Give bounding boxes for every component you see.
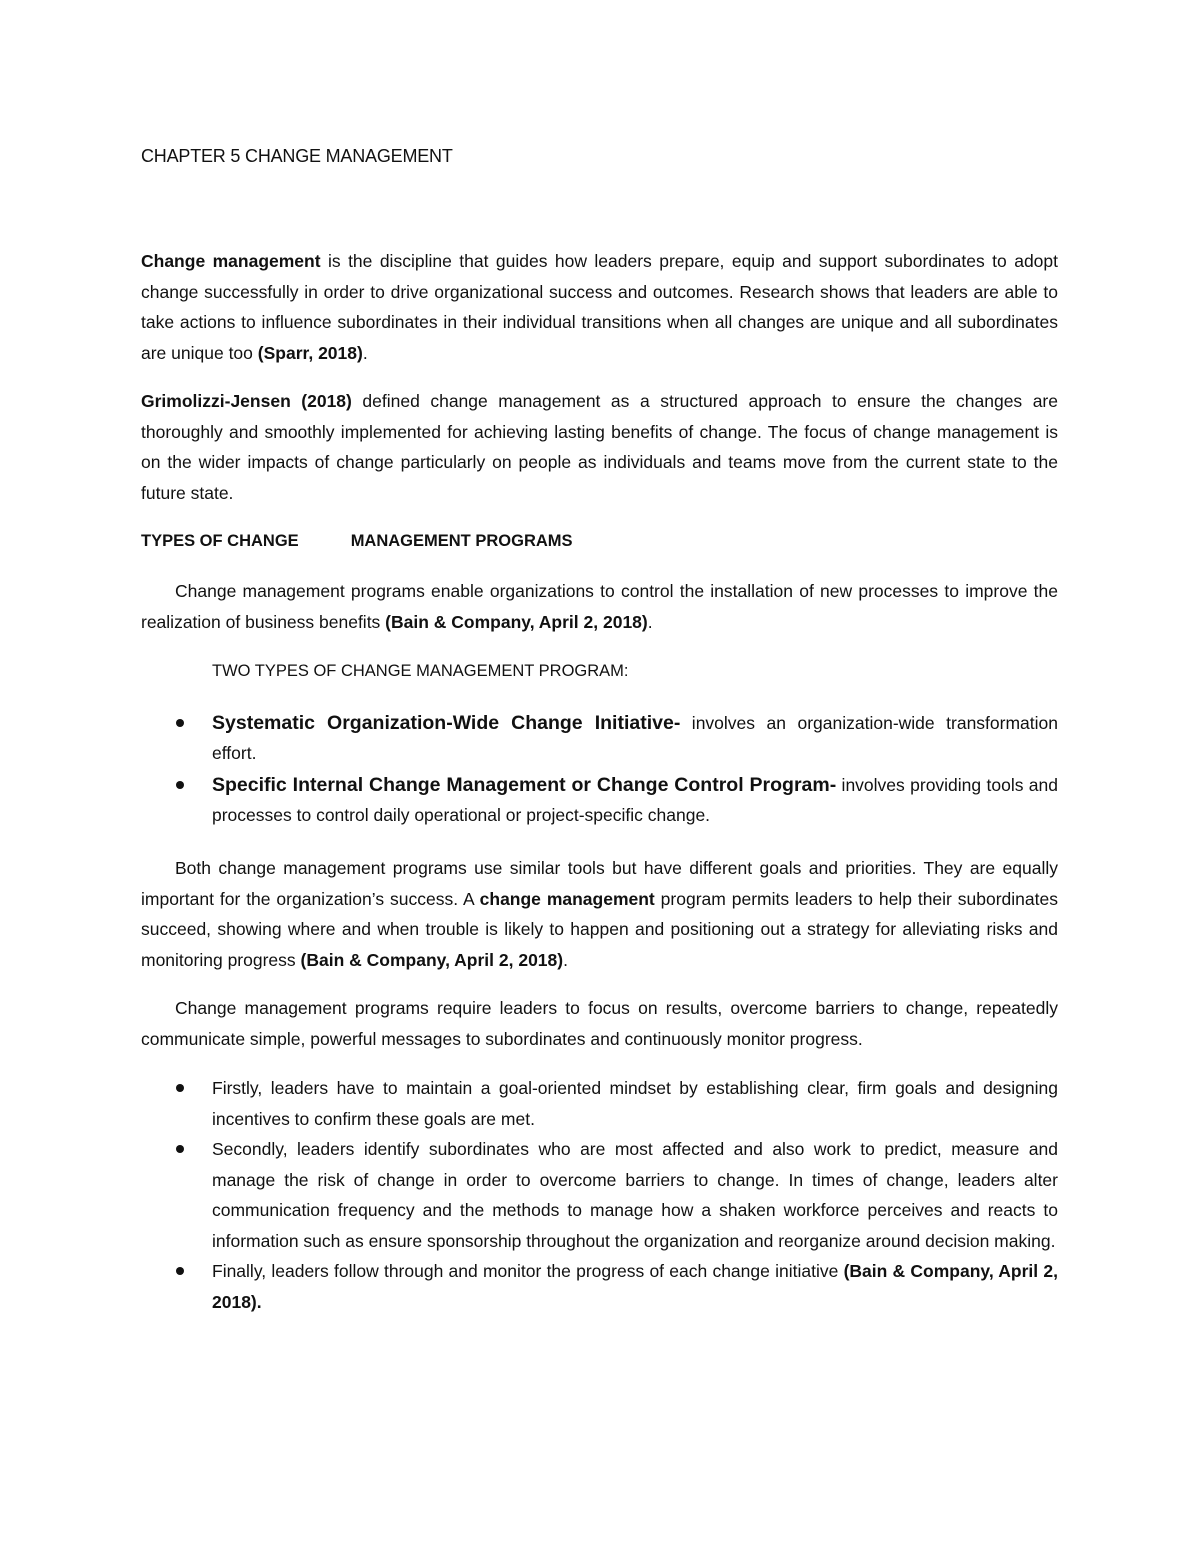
programs-citation: (Bain & Company, April 2, 2018) bbox=[385, 611, 648, 632]
list-item bbox=[141, 770, 1058, 830]
both-citation: (Bain & Company, April 2, 2018) bbox=[300, 949, 564, 970]
definition-author: Grimolizzi-Jensen (2018) bbox=[141, 391, 352, 411]
list-item bbox=[141, 1256, 1058, 1317]
programs-text: Change management programs enable organizations to control the installation of new processes to improve the realization of business benefits bbox=[141, 581, 1058, 632]
both-programs-paragraph bbox=[141, 853, 1058, 975]
both-bold-term: change management bbox=[479, 888, 655, 909]
types-heading bbox=[141, 532, 573, 551]
programs-paragraph bbox=[141, 576, 1058, 637]
program-type-title: Systematic Organization-Wide Change Initiative- bbox=[212, 712, 681, 734]
intro-end: . bbox=[362, 342, 368, 363]
intro-text: is the discipline that guides how leaders prepare, equip and support subordinates to adopt change successfully in order to drive organizational success and outcomes. Research shows that leaders are able to take actions to influence subordinates in their individual transitions when all changes are unique and all subordinates are unique too bbox=[141, 251, 1059, 363]
program-type-text: involves providing tools and processes to control daily operational or project-specific change. bbox=[212, 775, 1058, 825]
programs-end: . bbox=[647, 611, 653, 632]
bullet-icon bbox=[176, 781, 184, 789]
program-type-title: Specific Internal Change Management or Change Control Program- bbox=[212, 774, 837, 796]
types-heading-part2: MANAGEMENT PROGRAMS bbox=[350, 532, 573, 550]
both-text-1: Both change management programs use similar tools but have different goals and priorities. They are equally important for the organization’s success. A bbox=[141, 858, 1058, 909]
bullet-icon bbox=[176, 1084, 184, 1092]
list-item bbox=[141, 708, 1058, 768]
program-types-list bbox=[141, 708, 1058, 832]
two-types-heading: TWO TYPES OF CHANGE MANAGEMENT PROGRAM: bbox=[212, 662, 629, 680]
step-text: Secondly, leaders identify subordinates who are most affected and also work to predict, measure and manage the risk of change in order to overcome barriers to change. In times of change, leaders alter communication frequency and the methods to manage how a shaken workforce perceives and reacts to information such as ensure sponsorship throughout the organization and reorganize around decision making. bbox=[212, 1139, 1058, 1251]
program-type-text: involves an organization-wide transformation effort. bbox=[212, 713, 1059, 763]
bullet-icon bbox=[176, 719, 184, 727]
types-heading-part1: TYPES OF CHANGE bbox=[141, 532, 299, 550]
step-text: Finally, leaders follow through and monitor the progress of each change initiative bbox=[212, 1261, 844, 1281]
step-text: Firstly, leaders have to maintain a goal-oriented mindset by establishing clear, firm goals and designing incentives to confirm these goals are met. bbox=[212, 1078, 1058, 1129]
steps-list bbox=[141, 1073, 1058, 1317]
definition-text: defined change management as a structured approach to ensure the changes are thoroughly and smoothly implemented for achieving lasting benefits of change. The focus of change management is on the wider impacts of change particularly on people as individuals and teams move from the current state to the future state. bbox=[141, 391, 1058, 503]
bullet-icon bbox=[176, 1267, 184, 1275]
step-citation: (Bain & Company, April 2, 2018). bbox=[212, 1261, 1058, 1312]
list-item bbox=[141, 1134, 1058, 1256]
intro-citation: (Sparr, 2018) bbox=[257, 342, 363, 363]
chapter-title: CHAPTER 5 CHANGE MANAGEMENT bbox=[141, 146, 453, 166]
definition-paragraph bbox=[141, 386, 1058, 508]
intro-paragraph bbox=[141, 246, 1058, 368]
both-end: . bbox=[563, 949, 568, 970]
both-text-2: program permits leaders to help their subordinates succeed, showing where and when trouble is likely to happen and positioning out a strategy for alleviating risks and monitoring progress bbox=[141, 888, 1058, 970]
bullet-icon bbox=[176, 1145, 184, 1153]
intro-term: Change management bbox=[141, 251, 321, 271]
list-item bbox=[141, 1073, 1058, 1134]
require-paragraph: Change management programs require leaders to focus on results, overcome barriers to change, repeatedly communicate simple, powerful messages to subordinates and continuously monitor progress. bbox=[141, 998, 1058, 1049]
